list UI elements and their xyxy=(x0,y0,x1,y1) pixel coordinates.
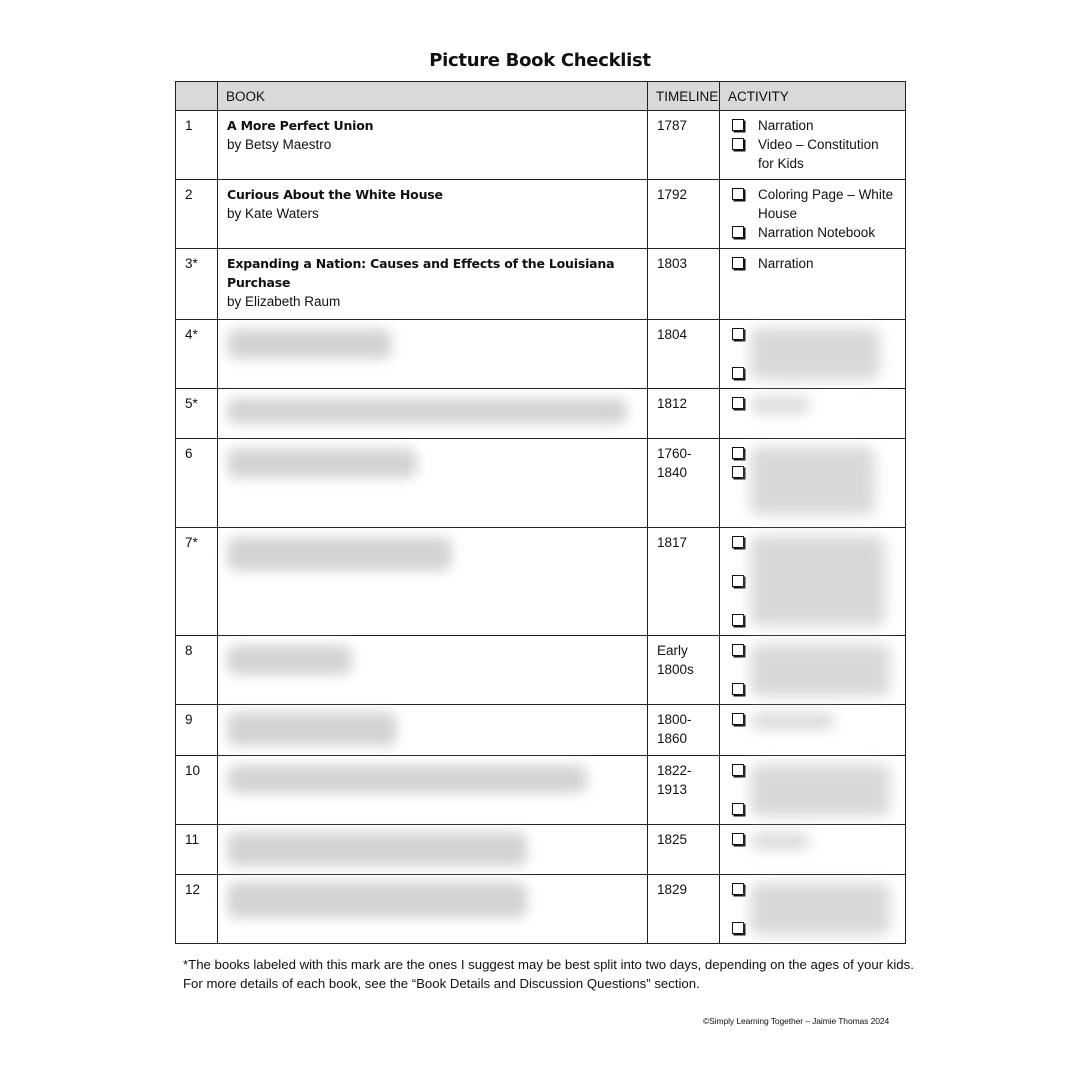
footnote-line-1: *The books labeled with this mark are the ones I suggest may be best split into two days, depending on the ages of your kids. xyxy=(183,957,914,972)
checkbox-icon[interactable] xyxy=(732,536,744,548)
activity-item[interactable] xyxy=(729,185,896,223)
book-cell-redacted xyxy=(218,389,648,439)
row-number: 3* xyxy=(176,249,218,320)
redacted-text xyxy=(750,447,875,515)
row-number: 6 xyxy=(176,439,218,528)
activity-cell xyxy=(720,875,906,944)
activity-label: Narration xyxy=(758,118,814,133)
book-cell-redacted xyxy=(218,528,648,636)
page-title: Picture Book Checklist xyxy=(429,50,651,71)
row-number: 9 xyxy=(176,705,218,756)
timeline-cell: 1760- 1840 xyxy=(648,439,720,528)
footnote-line-2: For more details of each book, see the “Book Details and Discussion Questions” section. xyxy=(183,976,700,991)
row-number: 1 xyxy=(176,111,218,180)
checklist-table xyxy=(175,81,906,944)
activity-label: Narration Notebook xyxy=(758,225,876,240)
checkbox-icon[interactable] xyxy=(732,328,744,340)
table-row xyxy=(176,825,906,875)
header-book: BOOK xyxy=(218,82,648,111)
redacted-text xyxy=(227,448,417,478)
checkbox-icon[interactable] xyxy=(732,883,744,895)
book-cell-redacted xyxy=(218,756,648,825)
header-num xyxy=(176,82,218,111)
row-number: 11 xyxy=(176,825,218,875)
row-number: 2 xyxy=(176,180,218,249)
activity-cell xyxy=(720,756,906,825)
checkbox-icon[interactable] xyxy=(732,644,744,656)
redacted-text xyxy=(227,329,392,359)
activity-cell xyxy=(720,825,906,875)
book-cell-redacted xyxy=(218,705,648,756)
checkbox-icon[interactable] xyxy=(732,575,744,587)
table-row xyxy=(176,249,906,320)
table-row xyxy=(176,705,906,756)
redacted-text xyxy=(227,537,452,571)
book-title: Expanding a Nation: Causes and Effects of the Louisiana Purchase xyxy=(227,256,615,290)
book-title: Curious About the White House xyxy=(227,187,443,202)
row-number: 8 xyxy=(176,636,218,705)
book-cell-redacted xyxy=(218,320,648,389)
book-cell-redacted xyxy=(218,825,648,875)
book-author: by Betsy Maestro xyxy=(227,137,332,152)
row-number: 4* xyxy=(176,320,218,389)
activity-cell xyxy=(720,528,906,636)
activity-cell xyxy=(720,636,906,705)
row-number: 5* xyxy=(176,389,218,439)
activity-item[interactable] xyxy=(729,254,896,273)
activity-label: Video – Constitution for Kids xyxy=(758,137,879,171)
timeline-cell: 1812 xyxy=(648,389,720,439)
copyright-notice: ©Simply Learning Together – Jaimie Thomas 2024 xyxy=(703,1016,890,1026)
timeline-cell: 1803 xyxy=(648,249,720,320)
redacted-text xyxy=(750,644,890,696)
redacted-text xyxy=(227,398,627,424)
table-row xyxy=(176,636,906,705)
checkbox-icon[interactable] xyxy=(732,397,744,409)
checkbox-icon[interactable] xyxy=(732,683,744,695)
redacted-text xyxy=(750,764,890,816)
timeline-cell: 1800- 1860 xyxy=(648,705,720,756)
checkbox-icon[interactable] xyxy=(732,713,744,725)
activity-cell xyxy=(720,320,906,389)
redacted-text xyxy=(750,713,835,729)
book-cell xyxy=(218,249,648,320)
table-row xyxy=(176,875,906,944)
activity-cell xyxy=(720,705,906,756)
activity-item[interactable] xyxy=(729,135,896,173)
checkbox-icon[interactable] xyxy=(732,803,744,815)
redacted-text xyxy=(750,536,885,626)
activity-item[interactable] xyxy=(729,223,896,242)
redacted-text xyxy=(227,832,527,866)
book-cell-redacted xyxy=(218,875,648,944)
table-row xyxy=(176,111,906,180)
timeline-cell: 1825 xyxy=(648,825,720,875)
redacted-text xyxy=(227,712,397,746)
checkbox-icon[interactable] xyxy=(732,119,744,131)
checkbox-icon[interactable] xyxy=(732,447,744,459)
checkbox-icon[interactable] xyxy=(732,614,744,626)
book-title: A More Perfect Union xyxy=(227,118,374,133)
checkbox-icon[interactable] xyxy=(732,922,744,934)
row-number: 12 xyxy=(176,875,218,944)
timeline-cell: 1804 xyxy=(648,320,720,389)
redacted-text xyxy=(750,397,810,413)
checkbox-icon[interactable] xyxy=(732,138,744,150)
activity-label: Coloring Page – White House xyxy=(758,187,894,221)
book-cell-redacted xyxy=(218,636,648,705)
checkbox-icon[interactable] xyxy=(732,257,744,269)
book-cell-redacted xyxy=(218,439,648,528)
row-number: 7* xyxy=(176,528,218,636)
redacted-text xyxy=(227,765,587,793)
table-row xyxy=(176,389,906,439)
timeline-cell: 1822- 1913 xyxy=(648,756,720,825)
timeline-cell: 1829 xyxy=(648,875,720,944)
header-timeline: TIMELINE xyxy=(648,82,720,111)
book-author: by Elizabeth Raum xyxy=(227,294,341,309)
checkbox-icon[interactable] xyxy=(732,466,744,478)
timeline-cell: Early 1800s xyxy=(648,636,720,705)
header-activity: ACTIVITY xyxy=(720,82,906,111)
timeline-cell: 1817 xyxy=(648,528,720,636)
activity-item[interactable] xyxy=(729,116,896,135)
row-number: 10 xyxy=(176,756,218,825)
redacted-text xyxy=(750,328,880,380)
table-row xyxy=(176,180,906,249)
activity-cell xyxy=(720,439,906,528)
book-cell xyxy=(218,111,648,180)
table-row xyxy=(176,528,906,636)
checkbox-icon[interactable] xyxy=(732,226,744,238)
redacted-text xyxy=(750,883,890,935)
checkbox-icon[interactable] xyxy=(732,833,744,845)
table-row xyxy=(176,756,906,825)
footnote xyxy=(183,955,963,993)
book-author: by Kate Waters xyxy=(227,206,319,221)
activity-cell xyxy=(720,249,906,320)
table-header-row xyxy=(176,82,906,111)
checkbox-icon[interactable] xyxy=(732,764,744,776)
checkbox-icon[interactable] xyxy=(732,367,744,379)
activity-cell xyxy=(720,111,906,180)
table-row xyxy=(176,439,906,528)
timeline-cell: 1787 xyxy=(648,111,720,180)
activity-label: Narration xyxy=(758,256,814,271)
checkbox-icon[interactable] xyxy=(732,188,744,200)
timeline-cell: 1792 xyxy=(648,180,720,249)
book-cell xyxy=(218,180,648,249)
redacted-text xyxy=(750,833,810,849)
table-row xyxy=(176,320,906,389)
activity-cell xyxy=(720,180,906,249)
redacted-text xyxy=(227,645,352,675)
redacted-text xyxy=(227,882,527,918)
activity-cell xyxy=(720,389,906,439)
